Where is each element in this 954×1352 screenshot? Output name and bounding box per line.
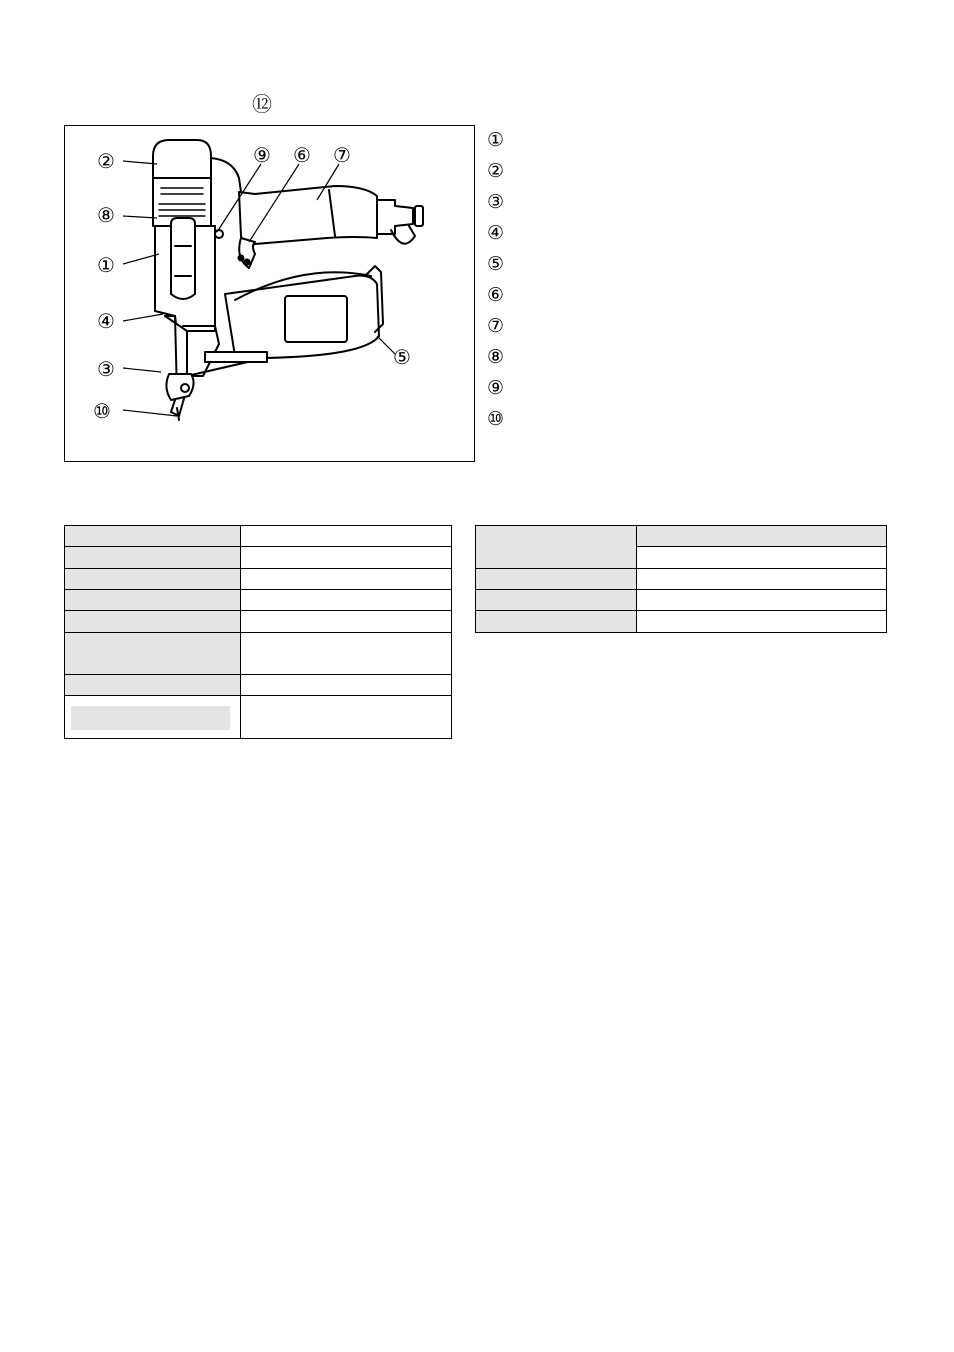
table-cell-label — [476, 611, 637, 633]
table-cell-value — [637, 547, 887, 569]
callout-4: ④ — [97, 309, 115, 333]
shaded-label-box — [71, 706, 230, 730]
table-cell-value — [637, 590, 887, 611]
table-cell-label — [65, 696, 241, 739]
table-row — [476, 569, 887, 590]
table-cell-value — [241, 611, 452, 633]
legend-item: ⑨ — [487, 377, 505, 399]
table-cell-label — [65, 526, 241, 547]
callout-9: ⑨ — [253, 143, 271, 167]
table-cell-label — [65, 675, 241, 696]
legend-item: ⑤ — [487, 253, 505, 275]
table-cell-label — [476, 526, 637, 569]
table-cell-value — [241, 675, 452, 696]
table-row — [65, 547, 452, 569]
table-cell-value — [241, 526, 452, 547]
table-cell-value — [637, 569, 887, 590]
callout-8: ⑧ — [97, 203, 115, 227]
callout-10: ⑩ — [93, 399, 111, 423]
table-row — [65, 675, 452, 696]
legend-item: ③ — [487, 191, 505, 213]
callout-2: ② — [97, 149, 115, 173]
legend-item: ① — [487, 129, 505, 151]
section-number-marker: ⑫ — [252, 92, 272, 116]
table-cell-value — [241, 590, 452, 611]
table-cell-label — [65, 590, 241, 611]
table-cell-value — [241, 696, 452, 739]
table-cell-label — [65, 633, 241, 675]
table-cell-label — [65, 611, 241, 633]
table-row — [476, 526, 887, 547]
spec-table-left — [64, 525, 452, 739]
callout-5: ⑤ — [393, 345, 411, 369]
table-row — [65, 590, 452, 611]
callout-3: ③ — [97, 357, 115, 381]
table-row — [65, 696, 452, 739]
table-cell-label — [65, 547, 241, 569]
legend-item: ⑧ — [487, 346, 505, 368]
table-cell-value — [241, 547, 452, 569]
legend-item: ② — [487, 160, 505, 182]
table-cell-subheader — [637, 526, 887, 547]
legend-item: ⑥ — [487, 284, 505, 306]
legend-item: ④ — [487, 222, 505, 244]
legend-item: ⑦ — [487, 315, 505, 337]
callout-6: ⑥ — [293, 143, 311, 167]
legend-item: ⑩ — [487, 408, 505, 430]
tool-figure — [64, 125, 475, 462]
callout-7: ⑦ — [333, 143, 351, 167]
table-cell-label — [476, 590, 637, 611]
table-row — [65, 526, 452, 547]
table-row — [476, 611, 887, 633]
table-cell-value — [241, 633, 452, 675]
table-cell-label — [65, 569, 241, 590]
table-cell-value — [241, 569, 452, 590]
spec-table-right — [475, 525, 887, 633]
table-row — [65, 611, 452, 633]
coil-nailer-illustration — [65, 126, 476, 463]
callout-1: ① — [97, 253, 115, 277]
table-row — [65, 569, 452, 590]
table-row — [476, 590, 887, 611]
table-cell-label — [476, 569, 637, 590]
table-cell-value — [637, 611, 887, 633]
table-row — [65, 633, 452, 675]
